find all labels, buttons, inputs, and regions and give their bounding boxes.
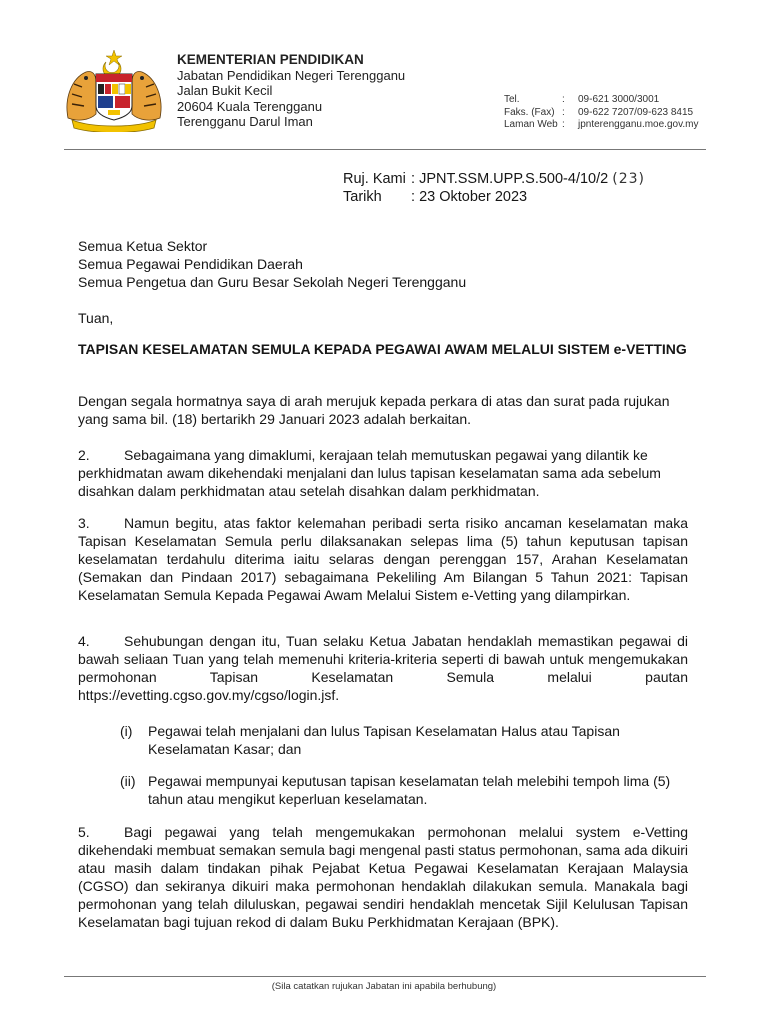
contact-row-web xyxy=(504,119,698,132)
date-colon: : xyxy=(411,189,416,205)
paragraph-text: Bagi pegawai yang telah mengemukakan permohonan melalui system e-Vetting dikehendaki membuat semakan semula bagi mengenal pasti status permohonan, sama ada dikuiri atau masih dalam tindakan pihak Pejabat Ketua Pegawai Keselamatan Kerajaan Malaysia (CGSO) dan sekiranya dikuiri maka permohonan hendaklah dilakukan semula. Manakala bagi permohonan yang telah diluluskan, pegawai sendiri hendaklah mencetak Sijil Kelulusan Tapisan Keselamatan bagi tujuan rekod di dalam Buku Perkhidmatan Kerajaan (BPK). xyxy=(78,824,688,930)
paragraph-1: Dengan segala hormatnya saya di arah merujuk kepada perkara di atas dan surat pada rujukan yang sama bil. (18) bertarikh 29 Januari 2023 adalah berkaitan. xyxy=(78,393,670,427)
letter-subject: TAPISAN KESELAMATAN SEMULA KEPADA PEGAWAI AWAM MELALUI SISTEM e-VETTING xyxy=(78,341,687,357)
contact-colon: : xyxy=(562,106,565,118)
date-value: 23 Oktober 2023 xyxy=(419,189,528,205)
paragraph-number: 2. xyxy=(78,447,90,463)
address-street: Jalan Bukit Kecil xyxy=(177,83,273,98)
paragraph-3 xyxy=(78,514,688,604)
paragraph-5 xyxy=(78,823,688,931)
date-row xyxy=(343,188,645,206)
contact-colon: : xyxy=(562,119,565,130)
contact-colon: : xyxy=(562,94,565,105)
reference-number: JPNT.SSM.UPP.S.500-4/10/2 xyxy=(419,171,609,187)
paragraph-text: Namun begitu, atas faktor kelemahan peribadi serta risiko ancaman keselamatan maka Tapisan Keselamatan Semula perlu dilaksanakan selepas lima (5) tahun keputusan tapisan keselamatan terdahulu diterima iaitu selaras dengan perenggan 157, Arahan Keselamatan (Semakan dan Pindaan 2017) sebagaimana Pekeliling Am Bilangan 5 Tahun 2021: Tapisan Keselamatan Semula Kepada Pegawai Awam Melalui Sistem e-Vetting yang dilampirkan. xyxy=(78,515,688,603)
reference-row xyxy=(343,170,645,188)
contact-label: Laman Web xyxy=(504,119,558,130)
salutation: Tuan, xyxy=(78,310,114,326)
paragraph-text: Sehubungan dengan itu, Tuan selaku Ketua Jabatan hendaklah memastikan pegawai di bawah seliaan Tuan yang telah memenuhi kriteria-kriteria seperti di bawah untuk mengemukakan permohonan Tapisan Keselamatan Semula melalui pautan https://evetting.cgso.gov.my/cgso/login.jsf. xyxy=(78,633,688,703)
paragraph-4 xyxy=(78,632,688,704)
contact-row-tel xyxy=(504,94,698,107)
ministry-name: KEMENTERIAN PENDIDIKAN xyxy=(177,52,364,67)
contact-value: 09-622 7207/09-623 8415 xyxy=(578,106,694,118)
contact-value: jpnterengganu.moe.gov.my xyxy=(578,119,699,130)
department-name: Jabatan Pendidikan Negeri Terengganu xyxy=(177,67,406,83)
criteria-item xyxy=(120,722,680,758)
contact-label: Faks. (Fax) xyxy=(504,106,555,118)
contact-row-fax xyxy=(504,107,698,120)
criteria-text: Pegawai telah menjalani dan lulus Tapisan Keselamatan Halus atau Tapisan Keselamatan Kasar; dan xyxy=(148,723,620,757)
paragraph-number: 5. xyxy=(78,824,90,840)
coat-of-arms-logo xyxy=(62,48,166,132)
paragraph-number: 3. xyxy=(78,515,90,531)
criteria-marker: (ii) xyxy=(120,773,136,789)
paragraph-number: 4. xyxy=(78,633,90,649)
contact-value: 09-621 3000/3001 xyxy=(578,94,660,105)
recipient-line: Semua Pegawai Pendidikan Daerah xyxy=(78,256,303,272)
date-label: Tarikh xyxy=(343,189,382,205)
recipient-line: Semua Pengetua dan Guru Besar Sekolah Negeri Terengganu xyxy=(78,274,467,290)
criteria-text: Pegawai mempunyai keputusan tapisan keselamatan telah melebihi tempoh lima (5) tahun atau mengikut keperluan keselamatan. xyxy=(148,773,671,807)
header-divider xyxy=(64,149,706,150)
reference-block xyxy=(343,170,645,206)
criteria-item xyxy=(120,772,680,808)
letterhead-contact xyxy=(504,94,698,132)
reference-label: Ruj. Kami xyxy=(343,171,406,187)
letterhead-organization xyxy=(177,52,405,130)
criteria-marker: (i) xyxy=(120,723,133,739)
contact-label: Tel. xyxy=(504,94,520,105)
recipient-list xyxy=(78,237,688,291)
paragraph-text: Sebagaimana yang dimaklumi, kerajaan telah memutuskan pegawai yang dilantik ke perkhidmatan awam dikehendaki menjalani dan lulus tapisan keselamatan sama ada sebelum disahkan dalam perkhidmatan atau setelah disahkan dalam perkhidmatan. xyxy=(78,447,661,499)
paragraph-2 xyxy=(78,446,688,500)
address-city: 20604 Kuala Terengganu xyxy=(177,98,323,114)
reference-handwritten-number: (23) xyxy=(612,171,645,187)
recipient-line: Semua Ketua Sektor xyxy=(78,238,208,254)
address-state: Terengganu Darul Iman xyxy=(177,114,313,129)
footer-divider xyxy=(64,976,706,977)
reference-colon: : xyxy=(411,171,416,187)
footer-note: (Sila catatkan rujukan Jabatan ini apabila berhubung) xyxy=(271,981,497,992)
